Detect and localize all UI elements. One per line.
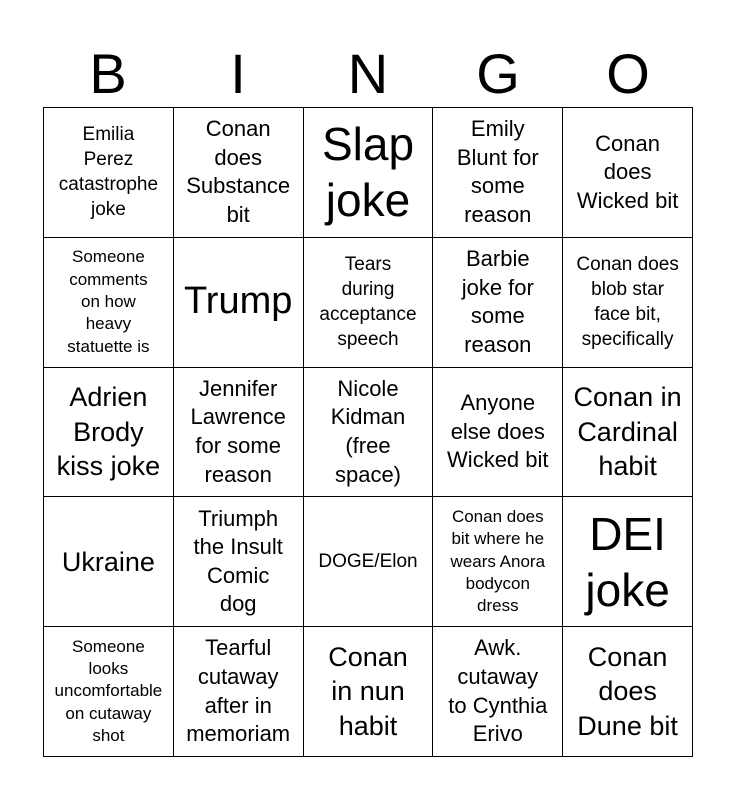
bingo-cell[interactable] [304, 238, 434, 368]
cell-label: Emilia Perez catastrophe joke [58, 124, 159, 221]
header-letter-i: I [230, 42, 246, 105]
cell-label: Triumph the Insult Comic dog [193, 505, 283, 617]
cell-label: Emily Blunt for some reason [456, 116, 539, 227]
bingo-cell[interactable] [44, 368, 174, 498]
cell-label: Awk. cutaway to Cynthia Erivo [448, 635, 548, 747]
header-letter-g: G [476, 42, 520, 105]
bingo-cell[interactable] [44, 627, 174, 757]
bingo-cell[interactable] [433, 497, 563, 627]
bingo-cell[interactable] [44, 497, 174, 627]
bingo-cell[interactable] [174, 108, 304, 238]
bingo-board [43, 107, 693, 757]
cell-label: Slap joke [321, 118, 415, 227]
bingo-cell[interactable] [433, 368, 563, 498]
cell-label: Adrien Brody kiss joke [56, 382, 161, 482]
cell-label: Someone comments on how heavy statuette is [67, 247, 150, 356]
cell-label: Trump [184, 280, 293, 323]
bingo-cell[interactable] [563, 108, 693, 238]
bingo-cell[interactable] [44, 238, 174, 368]
header-letter-n: N [347, 42, 389, 105]
bingo-cell[interactable] [433, 238, 563, 368]
bingo-cell[interactable] [563, 368, 693, 498]
bingo-cell[interactable] [433, 108, 563, 238]
bingo-header [43, 40, 693, 108]
cell-label: Conan does Wicked bit [576, 130, 679, 213]
bingo-cell[interactable] [304, 497, 434, 627]
cell-label: Conan in nun habit [328, 641, 408, 741]
cell-label: Ukraine [61, 546, 155, 577]
bingo-cell[interactable] [304, 108, 434, 238]
cell-label: Barbie joke for some reason [461, 246, 534, 357]
bingo-cell[interactable] [563, 627, 693, 757]
cell-label: Jennifer Lawrence for some reason [190, 375, 286, 487]
bingo-cell[interactable] [563, 238, 693, 368]
header-letter-b: B [89, 42, 127, 105]
bingo-cell[interactable] [563, 497, 693, 627]
bingo-cell[interactable] [174, 497, 304, 627]
cell-label: DOGE/Elon [318, 551, 418, 573]
cell-label: Conan does blob star face bit, specifically [576, 254, 679, 351]
cell-label: Someone looks uncomfortable on cutaway shot [54, 636, 163, 746]
cell-label: Anyone else does Wicked bit [447, 390, 549, 473]
bingo-cell[interactable] [174, 368, 304, 498]
bingo-cell[interactable] [44, 108, 174, 238]
bingo-cell[interactable] [304, 368, 434, 498]
bingo-cell[interactable] [174, 238, 304, 368]
cell-label: Tearful cutaway after in memoriam [186, 635, 291, 747]
bingo-cell[interactable] [174, 627, 304, 757]
cell-label: DEI joke [585, 507, 670, 616]
cell-label: Tears during acceptance speech [319, 254, 417, 351]
cell-label: Nicole Kidman (free space) [330, 375, 406, 487]
cell-label: Conan does Substance bit [186, 116, 291, 227]
cell-label: Conan in Cardinal habit [573, 382, 682, 482]
cell-label: Conan does Dune bit [577, 641, 678, 741]
header-letter-o: O [606, 42, 650, 105]
cell-label: Conan does bit where he wears Anora bodycon dress [450, 506, 546, 616]
bingo-cell[interactable] [304, 627, 434, 757]
bingo-cell[interactable] [433, 627, 563, 757]
